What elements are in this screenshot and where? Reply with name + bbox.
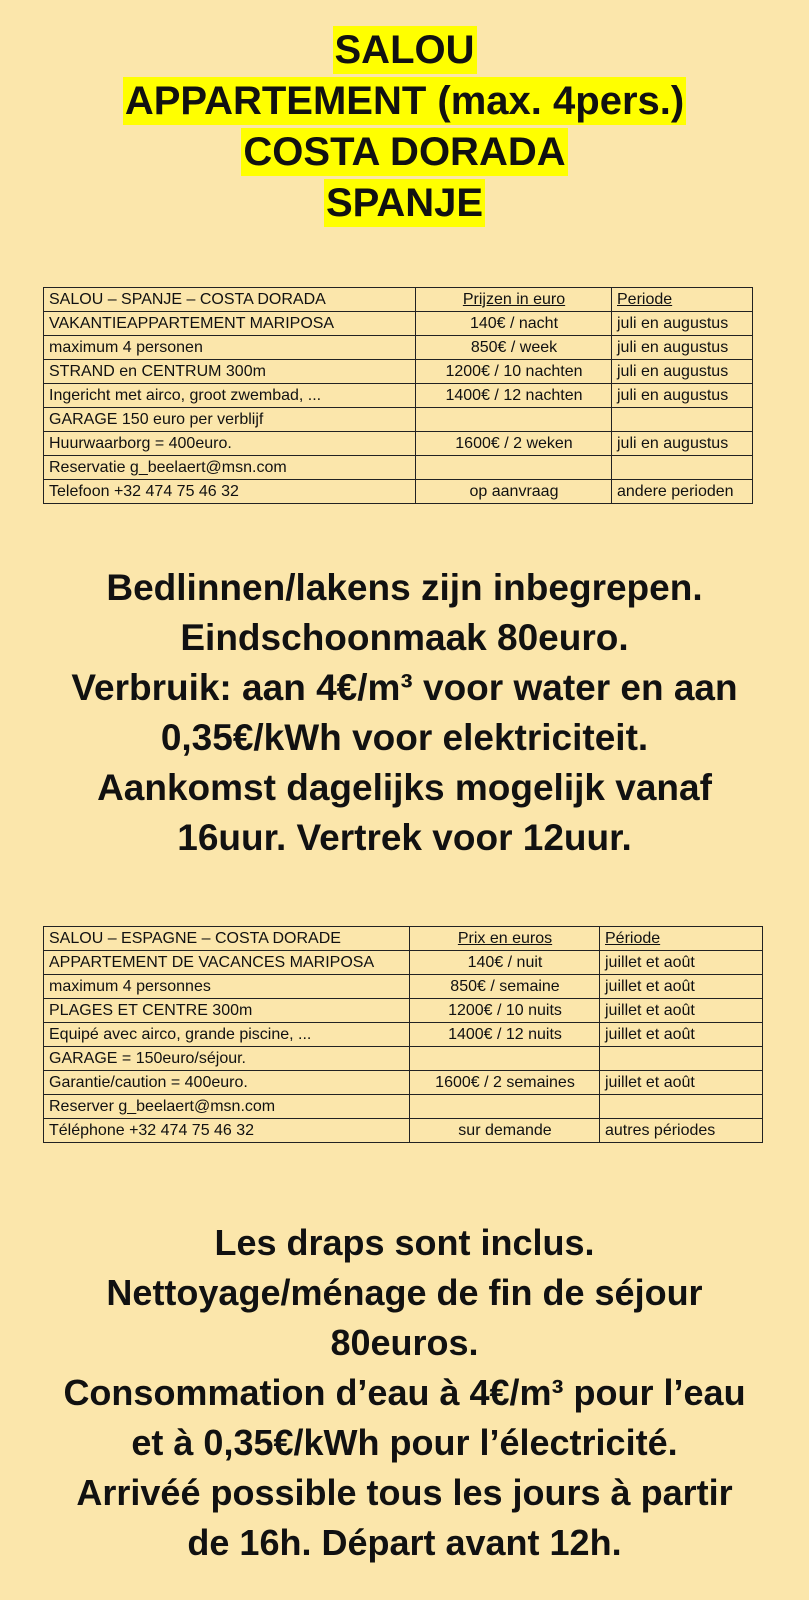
info-paragraph-french bbox=[0, 1218, 809, 1568]
table-row bbox=[44, 1095, 763, 1119]
title-line-region: COSTA DORADA bbox=[243, 130, 566, 174]
table-cell bbox=[416, 456, 612, 480]
table-cell: juli en augustus bbox=[612, 360, 753, 384]
table-cell: 1400€ / 12 nachten bbox=[416, 384, 612, 408]
table-row bbox=[44, 456, 753, 480]
table-row bbox=[44, 360, 753, 384]
info-line: Arrivéé possible tous les jours à partir bbox=[76, 1472, 733, 1513]
table-cell: juli en augustus bbox=[612, 432, 753, 456]
table-cell: autres périodes bbox=[600, 1119, 763, 1143]
table-cell: juillet et août bbox=[600, 975, 763, 999]
table-cell: juli en augustus bbox=[612, 336, 753, 360]
table-cell: GARAGE = 150euro/séjour. bbox=[44, 1047, 410, 1071]
table-cell: juillet et août bbox=[600, 1023, 763, 1047]
table-row bbox=[44, 384, 753, 408]
table-header-price: Prijzen in euro bbox=[416, 288, 612, 312]
table-cell: 140€ / nuit bbox=[410, 951, 600, 975]
table-row bbox=[44, 432, 753, 456]
table-cell bbox=[410, 1047, 600, 1071]
info-line: Bedlinnen/lakens zijn inbegrepen. bbox=[106, 567, 703, 608]
table-cell: juillet et août bbox=[600, 999, 763, 1023]
info-line: Les draps sont inclus. bbox=[214, 1222, 595, 1263]
table-cell: juillet et août bbox=[600, 1071, 763, 1095]
table-row bbox=[44, 312, 753, 336]
table-row bbox=[44, 288, 753, 312]
table-cell bbox=[600, 1095, 763, 1119]
table-cell: 850€ / week bbox=[416, 336, 612, 360]
table-cell: 140€ / nacht bbox=[416, 312, 612, 336]
info-line: Verbruik: aan 4€/m³ voor water en aan bbox=[71, 667, 738, 708]
table-cell: Equipé avec airco, grande piscine, ... bbox=[44, 1023, 410, 1047]
table-cell: SALOU – ESPAGNE – COSTA DORADE bbox=[44, 927, 410, 951]
table-cell: sur demande bbox=[410, 1119, 600, 1143]
price-table-french bbox=[43, 926, 763, 1143]
table-cell: VAKANTIEAPPARTEMENT MARIPOSA bbox=[44, 312, 416, 336]
table-row bbox=[44, 1119, 763, 1143]
table-cell: 850€ / semaine bbox=[410, 975, 600, 999]
info-line: Eindschoonmaak 80euro. bbox=[180, 617, 629, 658]
table-row bbox=[44, 1071, 763, 1095]
table-header-price: Prix en euros bbox=[410, 927, 600, 951]
table-cell bbox=[600, 1047, 763, 1071]
table-row bbox=[44, 336, 753, 360]
table-row bbox=[44, 975, 763, 999]
table-cell: maximum 4 personnes bbox=[44, 975, 410, 999]
table-row bbox=[44, 480, 753, 504]
info-line: 0,35€/kWh voor elektriciteit. bbox=[160, 717, 649, 758]
info-line: Aankomst dagelijks mogelijk vanaf bbox=[97, 767, 712, 808]
table-cell: juillet et août bbox=[600, 951, 763, 975]
table-row bbox=[44, 1023, 763, 1047]
table-cell: STRAND en CENTRUM 300m bbox=[44, 360, 416, 384]
table-row bbox=[44, 999, 763, 1023]
table-cell: Ingericht met airco, groot zwembad, ... bbox=[44, 384, 416, 408]
table-cell: op aanvraag bbox=[416, 480, 612, 504]
table-cell: juli en augustus bbox=[612, 312, 753, 336]
table-cell: 1400€ / 12 nuits bbox=[410, 1023, 600, 1047]
table-cell: GARAGE 150 euro per verblijf bbox=[44, 408, 416, 432]
table-cell: Reservatie g_beelaert@msn.com bbox=[44, 456, 416, 480]
table-cell: andere perioden bbox=[612, 480, 753, 504]
table-row bbox=[44, 408, 753, 432]
title-block bbox=[0, 26, 809, 230]
table-cell: maximum 4 personen bbox=[44, 336, 416, 360]
info-line: 16uur. Vertrek voor 12uur. bbox=[177, 817, 632, 858]
table-cell: Reserver g_beelaert@msn.com bbox=[44, 1095, 410, 1119]
info-line: Consommation d’eau à 4€/m³ pour l’eau bbox=[63, 1372, 746, 1413]
table-cell bbox=[612, 408, 753, 432]
table-cell: juli en augustus bbox=[612, 384, 753, 408]
title-line-country: SPANJE bbox=[325, 181, 484, 225]
table-cell: PLAGES ET CENTRE 300m bbox=[44, 999, 410, 1023]
table-cell: Telefoon +32 474 75 46 32 bbox=[44, 480, 416, 504]
info-line: de 16h. Départ avant 12h. bbox=[187, 1522, 622, 1563]
info-line: 80euros. bbox=[330, 1322, 479, 1363]
table-cell: 1200€ / 10 nachten bbox=[416, 360, 612, 384]
table-row bbox=[44, 951, 763, 975]
title-line-apartment: APPARTEMENT (max. 4pers.) bbox=[124, 79, 685, 123]
table-cell: Huurwaarborg = 400euro. bbox=[44, 432, 416, 456]
info-line: et à 0,35€/kWh pour l’électricité. bbox=[131, 1422, 678, 1463]
table-cell bbox=[612, 456, 753, 480]
table-cell bbox=[416, 408, 612, 432]
table-header-period: Periode bbox=[612, 288, 753, 312]
table-cell: 1600€ / 2 semaines bbox=[410, 1071, 600, 1095]
table-cell: APPARTEMENT DE VACANCES MARIPOSA bbox=[44, 951, 410, 975]
table-cell bbox=[410, 1095, 600, 1119]
info-paragraph-dutch bbox=[0, 563, 809, 863]
title-line-city: SALOU bbox=[334, 28, 475, 72]
table-cell: 1600€ / 2 weken bbox=[416, 432, 612, 456]
table-cell: Téléphone +32 474 75 46 32 bbox=[44, 1119, 410, 1143]
info-line: Nettoyage/ménage de fin de séjour bbox=[106, 1272, 703, 1313]
table-row bbox=[44, 927, 763, 951]
table-row bbox=[44, 1047, 763, 1071]
table-cell: Garantie/caution = 400euro. bbox=[44, 1071, 410, 1095]
table-cell: 1200€ / 10 nuits bbox=[410, 999, 600, 1023]
table-cell: SALOU – SPANJE – COSTA DORADA bbox=[44, 288, 416, 312]
table-header-period: Période bbox=[600, 927, 763, 951]
price-table-dutch bbox=[43, 287, 753, 504]
